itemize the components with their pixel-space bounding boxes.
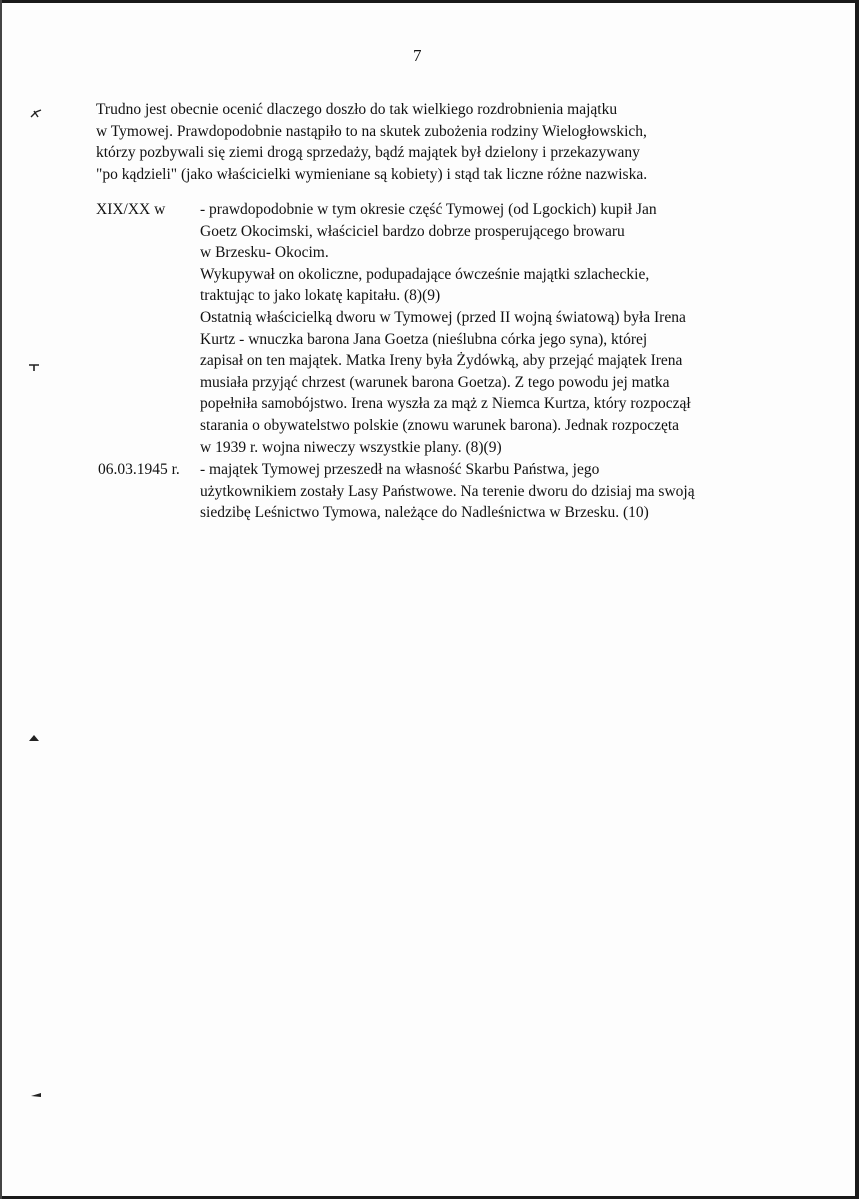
entry-line: użytkownikiem zostały Lasy Państwowe. Na terenie dworu do dzisiaj ma swoją xyxy=(200,482,695,500)
entry-line: Ostatnią właścicielką dworu w Tymowej (przed II wojną światową) była Irena xyxy=(200,308,686,326)
entry-line: Kurtz - wnuczka barona Jana Goetza (nieślubna córka jego syna), której xyxy=(200,330,648,348)
entry-line: Goetz Okocimski, właściciel bardzo dobrze prosperującego browaru xyxy=(200,222,625,240)
scan-border-right xyxy=(855,0,859,1199)
entry-line: starania o obywatelstwo polskie (znowu warunek barona). Jednak rozpoczęta xyxy=(200,416,680,434)
entry-line: musiała przyjąć chrzest (warunek barona Goetza). Z tego powodu jej matka xyxy=(200,373,670,391)
scan-mark xyxy=(30,109,42,119)
entry-text-xix-xx xyxy=(200,199,691,458)
scan-mark xyxy=(28,733,40,743)
intro-line: "po kądzieli" (jako właścicielki wymieniane są kobiety) i stąd tak liczne różne nazwiska. xyxy=(96,165,648,183)
entry-line: Wykupywał on okoliczne, podupadające ówcześnie majątki szlacheckie, xyxy=(200,265,650,283)
entry-line: - majątek Tymowej przeszedł na własność Skarbu Państwa, jego xyxy=(200,461,600,478)
intro-line: w Tymowej. Prawdopodobnie nastąpiło to na skutek zubożenia rodziny Wielogłowskich, xyxy=(96,122,647,140)
intro-paragraph xyxy=(96,99,736,185)
entry-line: popełniła samobójstwo. Irena wyszła za mąż z Niemca Kurtza, który rozpoczął xyxy=(200,395,691,413)
scan-border-top xyxy=(0,0,859,3)
page-number: 7 xyxy=(413,46,422,65)
entry-date-1945: 06.03.1945 r. xyxy=(98,461,180,478)
scan-mark xyxy=(30,1090,42,1098)
entry-line: w 1939 r. wojna niweczy wszystkie plany. (8)(9) xyxy=(200,438,502,456)
entry-date-xix-xx: XIX/XX w xyxy=(96,201,166,218)
intro-line: Trudno jest obecnie ocenić dlaczego doszło do tak wielkiego rozdrobnienia majątku xyxy=(96,101,618,118)
entry-line: traktując to jako lokatę kapitału. (8)(9) xyxy=(200,287,441,305)
intro-line: którzy pozbywali się ziemi drogą sprzedaży, bądź majątek był dzielony i przekazywany xyxy=(96,144,640,162)
entry-line: siedzibę Leśnictwo Tymowa, należące do Nadleśnictwa w Brzesku. (10) xyxy=(200,504,649,522)
entry-text-1945 xyxy=(200,459,695,524)
entry-line: zapisał on ten majątek. Matka Ireny była Żydówką, aby przejąć majątek Irena xyxy=(200,352,683,370)
scan-mark xyxy=(28,362,40,372)
scan-border-left xyxy=(0,0,2,1199)
entry-line: - prawdopodobnie w tym okresie część Tymowej (od Lgockich) kupił Jan xyxy=(200,201,657,218)
entry-line: w Brzesku- Okocim. xyxy=(200,244,329,262)
